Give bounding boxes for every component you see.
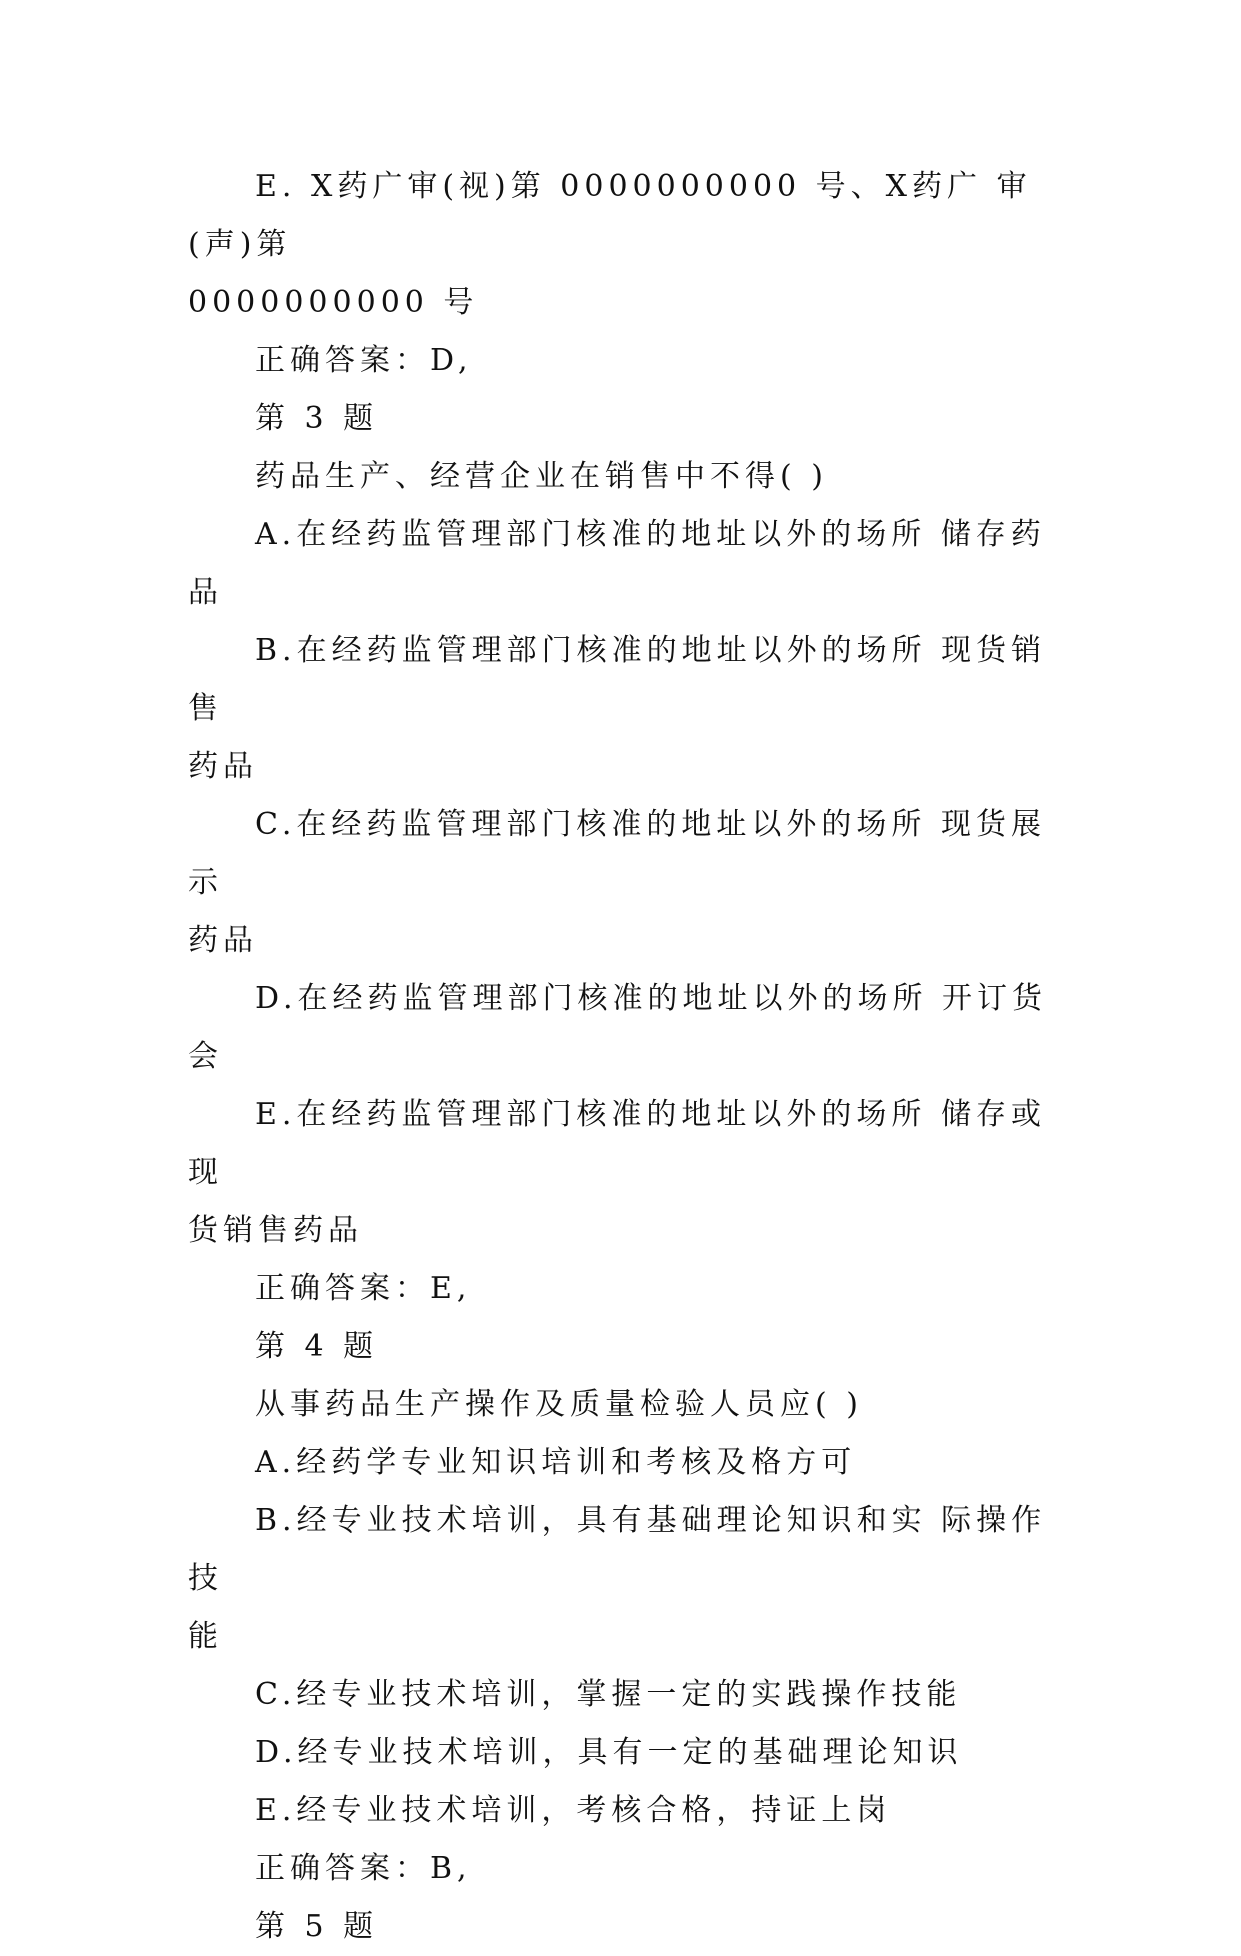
option-e-line-1: E. X药广审(视)第 0000000000 号、X药广 审(声)第 [188, 169, 1032, 262]
q4-option-d: D.经专业技术培训，具有一定的基础理论知识 [255, 1735, 963, 1770]
q4-option-b-line-2: 能 [188, 1619, 223, 1654]
q3-option-e-line-1: E.在经药监管理部门核准的地址以外的场所 储存或现 [188, 1097, 1046, 1190]
question-5-number: 第 5 题 [255, 1909, 379, 1944]
q3-option-b-line-2: 药品 [188, 749, 258, 784]
q4-option-c: C.经专业技术培训，掌握一定的实践操作技能 [255, 1677, 962, 1712]
q3-option-b-line-1: B.在经药监管理部门核准的地址以外的场所 现货销售 [188, 633, 1047, 726]
q3-option-c-line-2: 药品 [188, 923, 258, 958]
q4-option-e: E.经专业技术培训，考核合格，持证上岗 [255, 1793, 892, 1828]
document-body [188, 158, 1048, 1956]
answer-q4: 正确答案：B, [255, 1851, 472, 1886]
question-3-number: 第 3 题 [255, 401, 379, 436]
q3-option-e-line-2: 货销售药品 [188, 1213, 363, 1248]
question-4-stem: 从事药品生产操作及质量检验人员应( ) [255, 1387, 863, 1422]
q4-option-a: A.经药学专业知识培训和考核及格方可 [255, 1445, 857, 1480]
q3-option-d: D.在经药监管理部门核准的地址以外的场所 开订货会 [188, 981, 1048, 1074]
q3-option-a: A.在经药监管理部门核准的地址以外的场所 储存药品 [188, 517, 1046, 610]
q3-option-c-line-1: C.在经药监管理部门核准的地址以外的场所 现货展示 [188, 807, 1046, 900]
answer-q3: 正确答案：E, [255, 1271, 472, 1306]
answer-q2: 正确答案：D, [255, 343, 473, 378]
option-e-line-2: 0000000000 号 [188, 285, 479, 320]
question-3-stem: 药品生产、经营企业在销售中不得( ) [255, 459, 828, 494]
q4-option-b-line-1: B.经专业技术培训，具有基础理论知识和实 际操作技 [188, 1503, 1047, 1596]
question-4-number: 第 4 题 [255, 1329, 379, 1364]
